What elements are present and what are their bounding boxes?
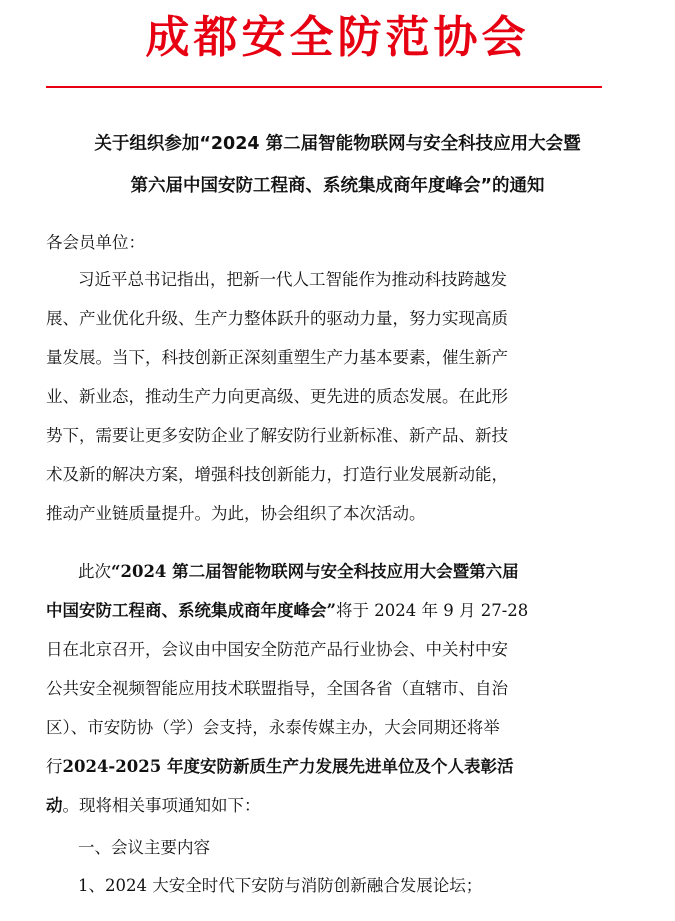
notice-title-line-1: 关于组织参加“2024 第二届智能物联网与安全科技应用大会暨 [94,134,581,154]
event-name-bold-cont: 中国安防工程商、系统集成商年度峰会” [46,601,336,620]
letterhead-org-name: 成都安全防范协会 [145,12,530,63]
paragraph1-line: 习近平总书记指出，把新一代人工智能作为推动科技跨越发 [78,270,507,289]
notice-title-line-2: 第六届中国安防工程商、系统集成商年度峰会”的通知 [130,176,545,196]
paragraph2-prefix: 此次 [78,562,111,581]
paragraph1-line: 量发展。当下，科技创新正深刻重塑生产力基本要素，催生新产 [46,348,508,367]
paragraph2-line-1 [78,560,519,584]
award-activity-bold-end: 动 [46,796,63,815]
paragraph2-closing: 。现将相关事项通知如下： [62,796,261,815]
paragraph1-line: 展、产业优化升级、生产力整体跃升的驱动力量，努力实现高质 [46,309,508,328]
paragraph2-line-5: 区）、市安防协（学）会支持，永泰传媒主办，大会同期还将举 [46,718,500,737]
paragraph2-line-2 [46,599,528,623]
award-activity-bold: 2024-2025 年度安防新质生产力发展先进单位及个人表彰活 [62,757,514,776]
paragraph2-line-6 [46,755,513,779]
paragraph1-line: 推动产业链质量提升。为此，协会组织了本次活动。 [46,504,426,523]
paragraph2-line6-prefix: 行 [46,757,63,776]
event-name-bold: “2024 第二届智能物联网与安全科技应用大会暨第六届 [111,562,519,581]
paragraph1-line: 势下，需要让更多安防企业了解安防行业新标准、新产品、新技 [46,426,508,445]
paragraph2-line-7 [46,794,261,818]
paragraph2-line-3: 日在北京召开，会议由中国安全防范产品行业协会、中关村中安 [46,640,508,659]
agenda-item-1: 1、2024 大安全时代下安防与消防创新融合发展论坛； [78,876,483,895]
section-heading-1: 一、会议主要内容 [78,838,210,857]
paragraph2-line-4: 公共安全视频智能应用技术联盟指导，全国各省（直辖市、自治 [46,679,508,698]
event-date-text: 将于 2024 年 9 月 27-28 [336,601,529,620]
paragraph1-line: 业、新业态，推动生产力向更高级、更先进的质态发展。在此形 [46,387,508,406]
paragraph1-line: 术及新的解决方案，增强科技创新能力，打造行业发展新动能， [46,465,508,484]
salutation: 各会员单位： [46,233,145,252]
letterhead-red-rule [46,86,602,88]
